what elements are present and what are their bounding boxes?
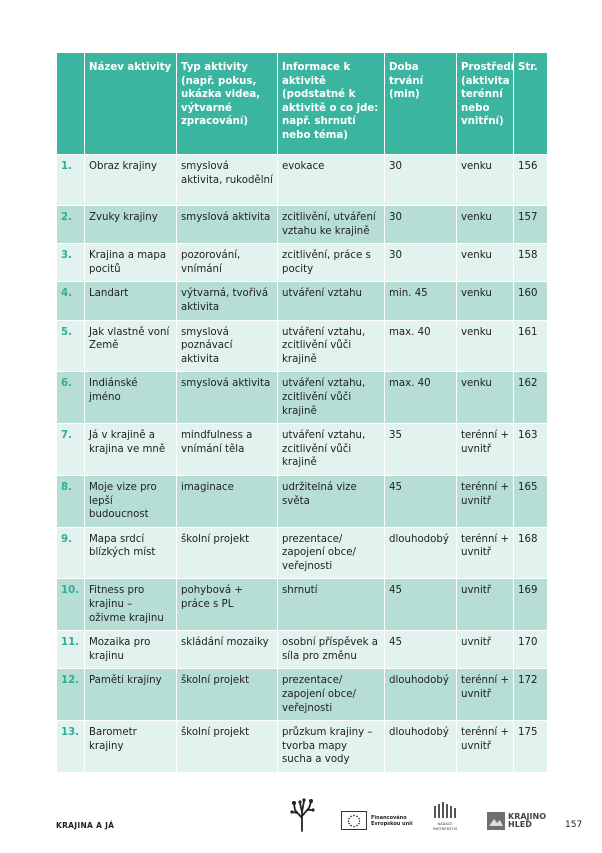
row-number: 1. <box>57 155 85 206</box>
row-number: 6. <box>57 372 85 424</box>
activity-name: Moje vize pro lepší budoucnost <box>85 475 177 527</box>
eu-logo-text: Financováno Evropskou unií <box>371 814 413 827</box>
activity-page: 162 <box>514 372 548 424</box>
activity-type: skládání mozaiky <box>177 631 278 669</box>
activity-duration: dlouhodobý <box>385 527 457 579</box>
activity-info: shrnutí <box>278 579 385 631</box>
activity-info: zcitlivění, utváření vztahu ke krajině <box>278 206 385 244</box>
header-environment: Prostředí (aktivita terénní nebo vnitřní) <box>457 53 514 155</box>
activity-environment: venku <box>457 372 514 424</box>
activity-page: 168 <box>514 527 548 579</box>
header-duration: Doba trvání (min) <box>385 53 457 155</box>
activity-info: utváření vztahu, zcitlivění vůči krajině <box>278 320 385 372</box>
fund-logo-icon <box>433 802 457 818</box>
activity-environment: venku <box>457 282 514 320</box>
activity-page: 160 <box>514 282 548 320</box>
activity-type: mindfulness a vnímání těla <box>177 424 278 476</box>
activity-page: 172 <box>514 669 548 721</box>
activity-info: zcitlivění, práce s pocity <box>278 244 385 282</box>
activity-info: prezentace/ zapojení obce/ veřejnosti <box>278 527 385 579</box>
activity-environment: venku <box>457 244 514 282</box>
header-activity-info: Informace k aktivitě (podstatné k aktivitě o co jde: např. shrnutí nebo téma) <box>278 53 385 155</box>
krajino-hled-logo <box>487 812 546 830</box>
activity-type: smyslová aktivita <box>177 372 278 424</box>
activity-info: průzkum krajiny – tvorba mapy sucha a vody <box>278 721 385 773</box>
activity-type: smyslová poznávací aktivita <box>177 320 278 372</box>
fund-logo-text: NADACE PARTNERSTVÍ <box>432 822 458 831</box>
activity-environment: uvnitř <box>457 631 514 669</box>
activity-environment: terénní + uvnitř <box>457 669 514 721</box>
table-body <box>57 155 548 773</box>
activity-name: Landart <box>85 282 177 320</box>
activity-type: školní projekt <box>177 527 278 579</box>
activity-type: školní projekt <box>177 669 278 721</box>
activity-duration: max. 40 <box>385 372 457 424</box>
activity-info: utváření vztahu, zcitlivění vůči krajině <box>278 372 385 424</box>
eu-flag-icon <box>341 811 367 830</box>
table-row <box>57 282 548 320</box>
row-number: 7. <box>57 424 85 476</box>
activity-page: 163 <box>514 424 548 476</box>
row-number: 5. <box>57 320 85 372</box>
row-number: 3. <box>57 244 85 282</box>
table-row <box>57 424 548 476</box>
activity-name: Barometr krajiny <box>85 721 177 773</box>
activity-name: Fitness pro krajinu – oživme krajinu <box>85 579 177 631</box>
activity-environment: terénní + uvnitř <box>457 424 514 476</box>
activity-info: utváření vztahu, zcitlivění vůči krajině <box>278 424 385 476</box>
activity-duration: 30 <box>385 244 457 282</box>
table-row <box>57 721 548 773</box>
activity-type: školní projekt <box>177 721 278 773</box>
activity-duration: 45 <box>385 631 457 669</box>
activity-environment: terénní + uvnitř <box>457 475 514 527</box>
activity-page: 170 <box>514 631 548 669</box>
table-row <box>57 155 548 206</box>
tree-logo-icon <box>289 798 315 836</box>
activity-page: 165 <box>514 475 548 527</box>
activity-info: udržitelná vize světa <box>278 475 385 527</box>
activity-duration: 30 <box>385 155 457 206</box>
activity-info: prezentace/ zapojení obce/ veřejnosti <box>278 669 385 721</box>
activity-page: 169 <box>514 579 548 631</box>
activity-duration: dlouhodobý <box>385 669 457 721</box>
row-number: 12. <box>57 669 85 721</box>
activity-name: Já v krajině a krajina ve mně <box>85 424 177 476</box>
activity-environment: uvnitř <box>457 579 514 631</box>
activity-type: pozorování, vnímání <box>177 244 278 282</box>
activity-name: Mapa srdcí blízkých míst <box>85 527 177 579</box>
activity-type: smyslová aktivita <box>177 206 278 244</box>
eu-logo <box>341 811 413 830</box>
row-number: 11. <box>57 631 85 669</box>
table-row <box>57 631 548 669</box>
footer-title: KRAJINA A JÁ <box>56 821 115 830</box>
row-number: 4. <box>57 282 85 320</box>
activity-type: výtvarná, tvořivá aktivita <box>177 282 278 320</box>
activity-name: Zvuky krajiny <box>85 206 177 244</box>
activity-environment: terénní + uvnitř <box>457 527 514 579</box>
activity-environment: venku <box>457 155 514 206</box>
row-number: 8. <box>57 475 85 527</box>
activity-page: 158 <box>514 244 548 282</box>
activity-duration: 35 <box>385 424 457 476</box>
activity-environment: terénní + uvnitř <box>457 721 514 773</box>
activity-environment: venku <box>457 206 514 244</box>
activity-page: 161 <box>514 320 548 372</box>
table-row <box>57 475 548 527</box>
landscape-icon <box>487 812 505 830</box>
header-activity-type: Typ aktivity (např. pokus, ukázka videa, výtvarné zpracování) <box>177 53 278 155</box>
row-number: 2. <box>57 206 85 244</box>
activity-page: 175 <box>514 721 548 773</box>
activity-duration: dlouhodobý <box>385 721 457 773</box>
activity-duration: 30 <box>385 206 457 244</box>
activity-type: pohybová + práce s PL <box>177 579 278 631</box>
row-number: 13. <box>57 721 85 773</box>
row-number: 9. <box>57 527 85 579</box>
table-row <box>57 320 548 372</box>
activity-duration: min. 45 <box>385 282 457 320</box>
table-header-row <box>57 53 548 155</box>
activity-name: Mozaika pro krajinu <box>85 631 177 669</box>
krajino-hled-text: KRAJINO HLEĎ <box>508 812 546 829</box>
activity-duration: 45 <box>385 475 457 527</box>
activity-name: Krajina a mapa pocitů <box>85 244 177 282</box>
table-row <box>57 372 548 424</box>
activity-info: evokace <box>278 155 385 206</box>
table-row <box>57 206 548 244</box>
activity-duration: 45 <box>385 579 457 631</box>
activity-page: 157 <box>514 206 548 244</box>
table-row <box>57 244 548 282</box>
fund-logo <box>425 802 465 831</box>
activity-info: osobní příspěvek a síla pro změnu <box>278 631 385 669</box>
activities-table <box>56 52 548 773</box>
activity-duration: max. 40 <box>385 320 457 372</box>
activity-name: Paměti krajiny <box>85 669 177 721</box>
header-activity-name: Název aktivity <box>85 53 177 155</box>
header-page: Str. <box>514 53 548 155</box>
activity-type: imaginace <box>177 475 278 527</box>
activity-environment: venku <box>457 320 514 372</box>
activity-type: smyslová aktivita, rukodělní <box>177 155 278 206</box>
activity-page: 156 <box>514 155 548 206</box>
activity-name: Indiánské jméno <box>85 372 177 424</box>
table-row <box>57 527 548 579</box>
activity-info: utváření vztahu <box>278 282 385 320</box>
activity-name: Jak vlastně voní Země <box>85 320 177 372</box>
header-number <box>57 53 85 155</box>
page-number: 157 <box>565 820 583 830</box>
row-number: 10. <box>57 579 85 631</box>
table-row <box>57 579 548 631</box>
activity-name: Obraz krajiny <box>85 155 177 206</box>
table-row <box>57 669 548 721</box>
